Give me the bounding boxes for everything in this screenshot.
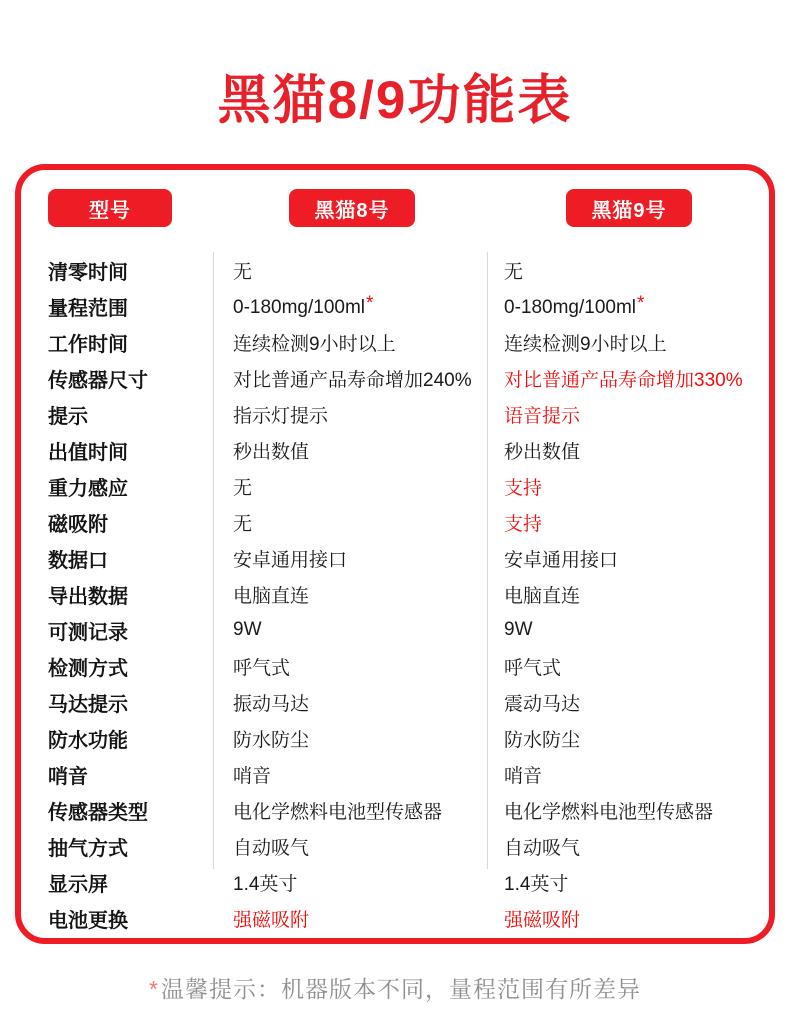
header-badge-heimao9: 黑猫9号 [566,189,692,227]
value-heimao8 [233,797,504,824]
value-heimao9-text: 支持 [504,513,543,535]
value-heimao8 [233,619,504,641]
feature-label: 防水功能 [48,729,128,752]
value-heimao9-text: 无 [504,261,524,283]
feature-label: 传感器尺寸 [48,369,148,392]
value-heimao8-text: 自动吸气 [233,837,310,859]
feature-label: 重力感应 [48,477,128,500]
value-heimao9-text: 1.4英寸 [504,873,569,895]
table-row [21,900,769,936]
table-row [21,540,769,576]
feature-label: 工作时间 [48,333,128,356]
asterisk-marker: * [637,293,645,314]
asterisk-marker: * [366,293,374,314]
value-heimao8-text: 呼气式 [233,657,291,679]
value-heimao8 [233,761,504,788]
feature-label: 导出数据 [48,585,128,608]
value-heimao9-text: 安卓通用接口 [504,549,619,571]
value-heimao8-text: 秒出数值 [233,441,310,463]
table-row [21,396,769,432]
table-row [21,756,769,792]
value-heimao8-text: 9W [233,619,262,640]
value-heimao8 [233,329,504,356]
feature-label: 传感器类型 [48,801,148,824]
feature-table [21,252,769,936]
value-heimao9-text: 对比普通产品寿命增加330% [504,369,743,391]
value-heimao8-text: 连续检测9小时以上 [233,333,396,355]
value-heimao8 [233,509,504,536]
feature-label: 磁吸附 [48,513,108,536]
feature-label: 马达提示 [48,693,128,716]
value-heimao9-text: 自动吸气 [504,837,581,859]
value-heimao9 [504,905,769,932]
value-heimao9-text: 防水防尘 [504,729,581,751]
value-heimao9 [504,473,769,500]
value-heimao8-text: 无 [233,513,253,535]
value-heimao8 [233,293,504,319]
value-heimao9-text: 语音提示 [504,405,581,427]
value-heimao9 [504,437,769,464]
value-heimao8-text: 1.4英寸 [233,873,298,895]
value-heimao9-text: 哨音 [504,765,543,787]
table-row [21,828,769,864]
footer-note [0,971,790,1004]
comparison-panel [15,164,775,944]
header-badge-heimao8: 黑猫8号 [289,189,415,227]
table-row [21,792,769,828]
value-heimao8-text: 防水防尘 [233,729,310,751]
feature-label: 可测记录 [48,621,128,644]
value-heimao9 [504,619,769,641]
value-heimao9 [504,365,769,392]
value-heimao8 [233,473,504,500]
value-heimao8 [233,365,504,392]
value-heimao9 [504,545,769,572]
value-heimao8-text: 指示灯提示 [233,405,329,427]
value-heimao8-text: 哨音 [233,765,272,787]
value-heimao8 [233,581,504,608]
footer-text: 温馨提示：机器版本不同，量程范围有所差异 [160,976,641,1002]
feature-label: 哨音 [48,765,88,788]
feature-label: 清零时间 [48,261,128,284]
value-heimao8-text: 0-180mg/100ml [233,297,366,318]
value-heimao9-text: 强磁吸附 [504,909,581,931]
table-row [21,612,769,648]
value-heimao8 [233,437,504,464]
footer-asterisk: * [149,976,159,1002]
table-row [21,648,769,684]
value-heimao9 [504,509,769,536]
value-heimao9 [504,797,769,824]
value-heimao9 [504,761,769,788]
value-heimao8 [233,869,504,896]
value-heimao9-text: 呼气式 [504,657,562,679]
feature-label: 电池更换 [48,909,128,932]
feature-label: 量程范围 [48,297,128,320]
feature-label: 检测方式 [48,657,128,680]
value-heimao8 [233,401,504,428]
value-heimao9-text: 0-180mg/100ml [504,297,637,318]
value-heimao8-text: 振动马达 [233,693,310,715]
feature-label: 出值时间 [48,441,128,464]
value-heimao9 [504,689,769,716]
feature-label: 数据口 [48,549,108,572]
table-row [21,432,769,468]
value-heimao8 [233,905,504,932]
value-heimao8-text: 电脑直连 [233,585,310,607]
value-heimao8 [233,833,504,860]
feature-label: 提示 [48,405,88,428]
value-heimao9-text: 连续检测9小时以上 [504,333,667,355]
header-badge-model: 型号 [48,189,172,227]
value-heimao9 [504,869,769,896]
value-heimao9 [504,293,769,319]
table-row [21,360,769,396]
value-heimao8-text: 对比普通产品寿命增加240% [233,369,472,391]
value-heimao9-text: 电化学燃料电池型传感器 [504,801,714,823]
value-heimao8-text: 无 [233,477,253,499]
value-heimao9-text: 秒出数值 [504,441,581,463]
value-heimao9-text: 9W [504,619,533,640]
value-heimao9 [504,401,769,428]
table-row [21,684,769,720]
value-heimao9 [504,581,769,608]
table-row [21,468,769,504]
value-heimao9 [504,329,769,356]
value-heimao8-text: 电化学燃料电池型传感器 [233,801,443,823]
feature-label: 抽气方式 [48,837,128,860]
value-heimao8-text: 无 [233,261,253,283]
value-heimao8 [233,689,504,716]
value-heimao8 [233,257,504,284]
table-row [21,252,769,288]
table-row [21,720,769,756]
value-heimao8 [233,725,504,752]
value-heimao9 [504,725,769,752]
feature-label: 显示屏 [48,873,108,896]
table-row [21,576,769,612]
value-heimao9-text: 电脑直连 [504,585,581,607]
table-row [21,864,769,900]
value-heimao9 [504,653,769,680]
value-heimao9-text: 震动马达 [504,693,581,715]
value-heimao9 [504,257,769,284]
page-title: 黑猫8/9功能表 [217,71,573,130]
value-heimao8 [233,545,504,572]
table-row [21,324,769,360]
value-heimao9-text: 支持 [504,477,543,499]
value-heimao9 [504,833,769,860]
value-heimao8-text: 强磁吸附 [233,909,310,931]
value-heimao8 [233,653,504,680]
table-row [21,504,769,540]
value-heimao8-text: 安卓通用接口 [233,549,348,571]
table-row [21,288,769,324]
